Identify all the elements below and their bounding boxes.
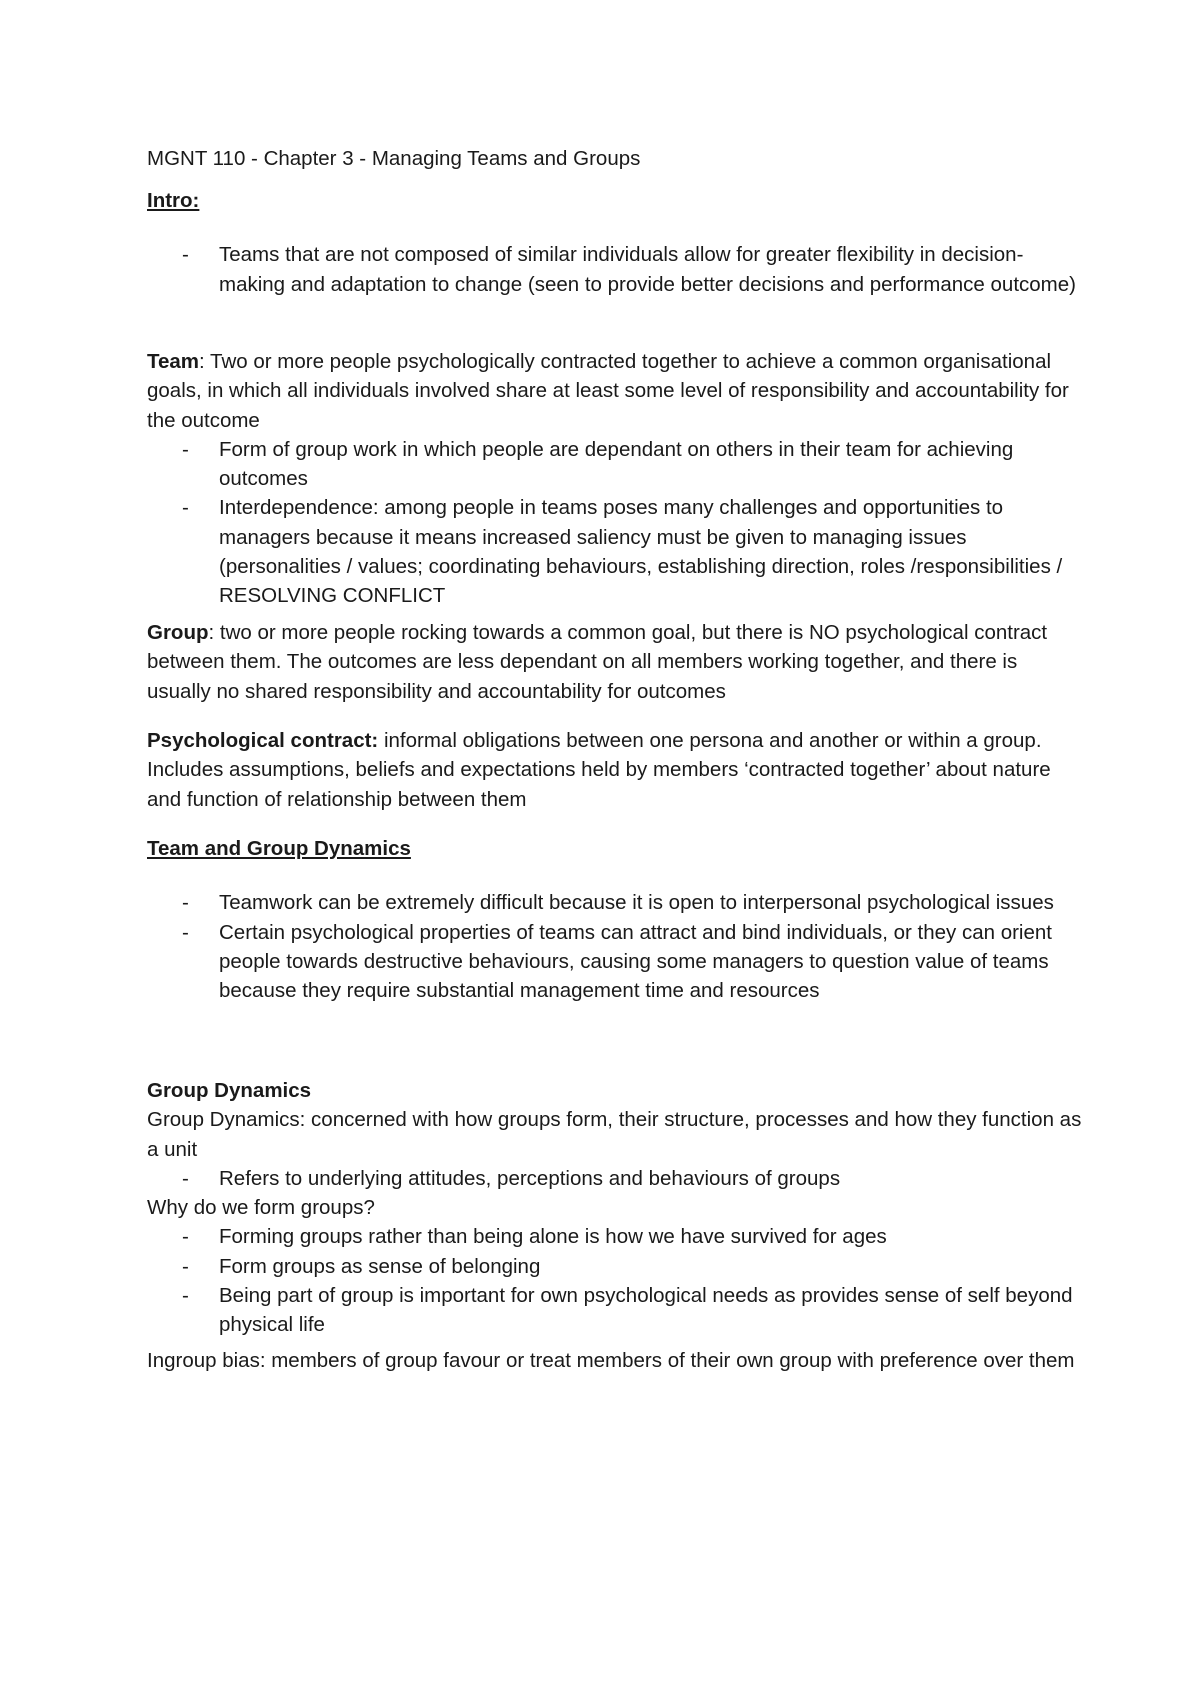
group-dynamics-section [147, 1076, 1082, 1340]
dynamics-bullet-2 [147, 918, 1082, 1006]
team-bullet-1 [147, 435, 1082, 494]
bullet-dash: - [182, 243, 189, 267]
group-reason-3-text: Being part of group is important for own psychological needs as provides sense of self beyond physical life [219, 1284, 1073, 1337]
bullet-dash: - [182, 891, 189, 915]
bullet-dash: - [182, 1254, 189, 1278]
group-dynamics-definition: Group Dynamics: concerned with how groups form, their structure, processes and how they function as a unit [147, 1108, 1082, 1161]
group-definition [147, 618, 1082, 706]
group-reason-1 [147, 1222, 1082, 1251]
dynamics-heading: Team and Group Dynamics [147, 837, 411, 860]
team-definition-text: : Two or more people psychologically contracted together to achieve a common organisational goals, in which all individuals involved share at least some level of responsibility and accountability for the outcome [147, 350, 1069, 432]
group-dynamics-question: Why do we form groups? [147, 1196, 375, 1220]
intro-section [147, 186, 1082, 299]
team-bullet-2-text: Interdependence: among people in teams poses many challenges and opportunities to managers because it means increased saliency must be given to managing issues (personalities / values; coordinating behaviours, establishing direction, roles /responsibilities / RESOLVING CONFLICT [219, 496, 1063, 608]
bullet-dash: - [182, 437, 189, 461]
team-bullet-1-text: Form of group work in which people are dependant on others in their team for achieving outcomes [219, 437, 1014, 491]
psych-contract-definition-text: informal obligations between one persona and another or within a group. Includes assumptions, beliefs and expectations held by members ‘contracted together’ about nature and function of relationship between them [147, 729, 1051, 811]
team-term: Team [147, 350, 200, 373]
team-list [147, 435, 1082, 611]
ingroup-bias-text: Ingroup bias: members of group favour or treat members of their own group with preference over them [147, 1349, 1075, 1372]
dynamics-bullet-1 [147, 888, 1082, 917]
dynamics-section [147, 834, 1082, 1005]
document-title: MGNT 110 - Chapter 3 - Managing Teams and Groups [147, 147, 641, 170]
bullet-dash: - [182, 1166, 189, 1190]
group-reason-2 [147, 1252, 1082, 1281]
group-definition-text: : two or more people rocking towards a common goal, but there is NO psychological contract between them. The outcomes are less dependant on all members working together, and there is usually no shared responsibility and accountability for outcomes [147, 621, 1048, 703]
dynamics-list [147, 888, 1082, 1005]
bullet-dash: - [182, 1225, 189, 1249]
group-dynamics-bullet-1-text: Refers to underlying attitudes, perceptions and behaviours of groups [219, 1166, 841, 1190]
group-reason-3 [147, 1281, 1082, 1340]
bullet-dash: - [182, 920, 189, 944]
team-section [147, 347, 1082, 611]
intro-heading: Intro: [147, 189, 200, 212]
group-section [147, 618, 1082, 706]
team-definition [147, 347, 1082, 435]
team-bullet-2 [147, 493, 1082, 610]
bullet-dash: - [182, 1284, 189, 1308]
dynamics-bullet-2-text: Certain psychological properties of teams can attract and bind individuals, or they can orient people towards destructive behaviours, causing some managers to question value of teams because they require substantial management time and resources [219, 920, 1052, 1003]
intro-list [147, 240, 1082, 299]
ingroup-bias-section [147, 1346, 1082, 1375]
psych-contract-term: Psychological contract: [147, 729, 379, 752]
group-reason-2-text: Form groups as sense of belonging [219, 1254, 541, 1278]
psych-contract-section [147, 726, 1082, 814]
intro-bullet-1-text: Teams that are not composed of similar individuals allow for greater flexibility in decision-making and adaptation to change (seen to provide better decisions and performance outcome) [219, 243, 1076, 296]
group-term: Group [147, 621, 209, 644]
group-dynamics-bullet-1 [147, 1164, 1082, 1193]
group-dynamics-heading: Group Dynamics [147, 1079, 312, 1102]
group-dynamics-list-1 [147, 1164, 1082, 1193]
bullet-dash: - [182, 496, 189, 520]
group-reason-1-text: Forming groups rather than being alone is how we have survived for ages [219, 1225, 887, 1249]
dynamics-bullet-1-text: Teamwork can be extremely difficult because it is open to interpersonal psychological issues [219, 891, 1054, 915]
psych-contract-definition [147, 726, 1082, 814]
group-dynamics-list-2 [147, 1222, 1082, 1339]
intro-bullet-1 [147, 240, 1082, 299]
